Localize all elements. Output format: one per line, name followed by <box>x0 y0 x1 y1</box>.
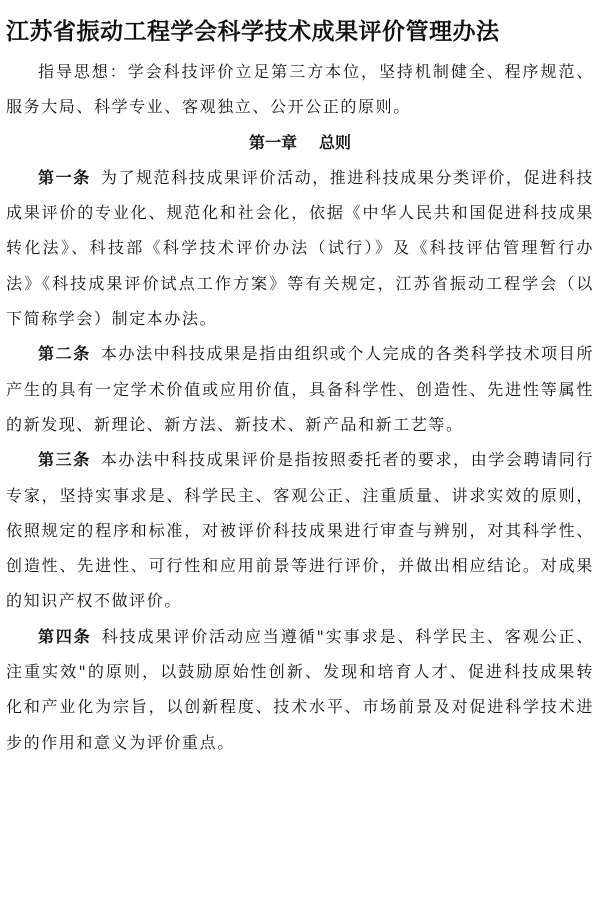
chapter-name: 总则 <box>319 132 352 152</box>
article-text: 本办法中科技成果是指由组织或个人完成的各类科学技术项目所产生的具有一定学术价值或应用价值，具备科学性、创造性、先进性等属性的新发现、新理论、新方法、新技术、新产品和新工艺等。 <box>6 344 594 434</box>
article-1 <box>6 160 594 336</box>
guiding-thought-paragraph: 指导思想：学会科技评价立足第三方本位，坚持机制健全、程序规范、服务大局、科学专业、客观独立、公开公正的原则。 <box>6 62 594 117</box>
document-title: 江苏省振动工程学会科学技术成果评价管理办法 <box>6 19 500 45</box>
article-label: 第三条 <box>38 450 91 470</box>
article-text: 科技成果评价活动应当遵循"实事求是、科学民主、客观公正、注重实效"的原则，以鼓励原始性创新、发现和培育人才、促进科技成果转化和产业化为宗旨，以创新程度、技术水平、市场前景及对促进科学技术进步的作用和意义为评价重点。 <box>6 626 594 752</box>
article-label: 第一条 <box>38 167 91 187</box>
article-label: 第四条 <box>38 626 92 646</box>
article-text: 本办法中科技成果评价是指按照委托者的要求，由学会聘请同行专家，坚持实事求是、科学民主、客观公正、注重质量、讲求实效的原则，依照规定的程序和标准，对被评价科技成果进行审查与辨别，对其科学性、创造性、先进性、可行性和应用前景等进行评价，并做出相应结论。对成果的知识产权不做评价。 <box>6 450 594 611</box>
chapter-heading <box>6 125 594 160</box>
article-text: 为了规范科技成果评价活动，推进科技成果分类评价，促进科技成果评价的专业化、规范化和社会化，依据《中华人民共和国促进科技成果转化法》、科技部《科学技术评价办法（试行）》及《科技评估管理暂行办法》《科技成果评价试点工作方案》等有关规定，江苏省振动工程学会（以下简称学会）制定本办法。 <box>6 167 594 329</box>
article-3 <box>6 442 594 618</box>
article-2 <box>6 336 594 442</box>
article-4 <box>6 619 594 760</box>
chapter-number: 第一章 <box>248 132 297 152</box>
article-label: 第二条 <box>38 344 91 364</box>
